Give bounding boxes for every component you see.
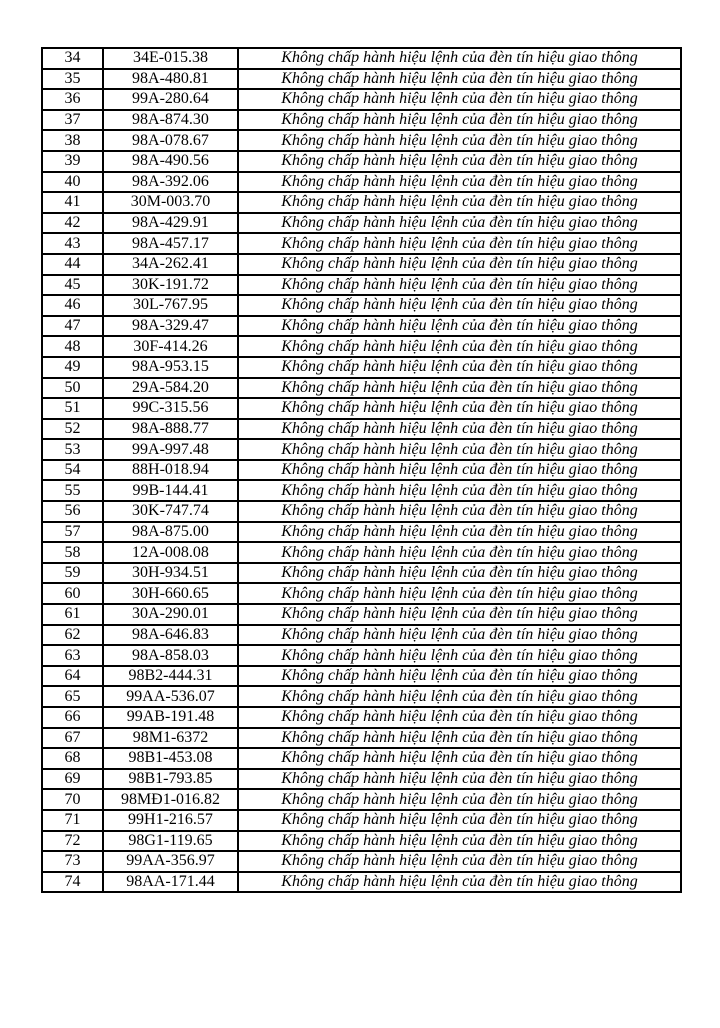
violation-cell: Không chấp hành hiệu lệnh của đèn tín hiệu giao thông	[238, 810, 681, 831]
table-row	[42, 872, 681, 893]
row-number-cell: 67	[42, 728, 103, 749]
table-row	[42, 439, 681, 460]
row-number-cell: 69	[42, 769, 103, 790]
row-number-cell: 65	[42, 686, 103, 707]
table-row	[42, 666, 681, 687]
row-number-cell: 60	[42, 583, 103, 604]
row-number-cell: 71	[42, 810, 103, 831]
plate-cell: 34E-015.38	[103, 48, 238, 69]
table-row	[42, 151, 681, 172]
row-number-cell: 44	[42, 254, 103, 275]
plate-cell: 30L-767.95	[103, 295, 238, 316]
violation-cell: Không chấp hành hiệu lệnh của đèn tín hiệu giao thông	[238, 563, 681, 584]
plate-cell: 88H-018.94	[103, 460, 238, 481]
violation-cell: Không chấp hành hiệu lệnh của đèn tín hiệu giao thông	[238, 316, 681, 337]
plate-cell: 34A-262.41	[103, 254, 238, 275]
row-number-cell: 53	[42, 439, 103, 460]
plate-cell: 30M-003.70	[103, 192, 238, 213]
violation-cell: Không chấp hành hiệu lệnh của đèn tín hiệu giao thông	[238, 110, 681, 131]
plate-cell: 30A-290.01	[103, 604, 238, 625]
row-number-cell: 48	[42, 336, 103, 357]
plate-cell: 29A-584.20	[103, 378, 238, 399]
plate-cell: 98M1-6372	[103, 728, 238, 749]
table-row	[42, 213, 681, 234]
plate-cell: 98A-329.47	[103, 316, 238, 337]
violation-cell: Không chấp hành hiệu lệnh của đèn tín hiệu giao thông	[238, 501, 681, 522]
table-row	[42, 789, 681, 810]
row-number-cell: 59	[42, 563, 103, 584]
table-row	[42, 645, 681, 666]
plate-cell: 30H-934.51	[103, 563, 238, 584]
plate-cell: 99AB-191.48	[103, 707, 238, 728]
row-number-cell: 36	[42, 89, 103, 110]
violation-cell: Không chấp hành hiệu lệnh của đèn tín hiệu giao thông	[238, 666, 681, 687]
table-row	[42, 769, 681, 790]
violation-cell: Không chấp hành hiệu lệnh của đèn tín hiệu giao thông	[238, 522, 681, 543]
table-row	[42, 316, 681, 337]
row-number-cell: 39	[42, 151, 103, 172]
violation-cell: Không chấp hành hiệu lệnh của đèn tín hiệu giao thông	[238, 89, 681, 110]
row-number-cell: 38	[42, 130, 103, 151]
row-number-cell: 61	[42, 604, 103, 625]
plate-cell: 98B1-453.08	[103, 748, 238, 769]
violation-cell: Không chấp hành hiệu lệnh của đèn tín hiệu giao thông	[238, 336, 681, 357]
plate-cell: 98B1-793.85	[103, 769, 238, 790]
table-row	[42, 563, 681, 584]
row-number-cell: 50	[42, 378, 103, 399]
table-row	[42, 130, 681, 151]
table-row	[42, 233, 681, 254]
violation-cell: Không chấp hành hiệu lệnh của đèn tín hiệu giao thông	[238, 542, 681, 563]
row-number-cell: 68	[42, 748, 103, 769]
plate-cell: 98A-429.91	[103, 213, 238, 234]
violation-cell: Không chấp hành hiệu lệnh của đèn tín hiệu giao thông	[238, 480, 681, 501]
plate-cell: 12A-008.08	[103, 542, 238, 563]
row-number-cell: 55	[42, 480, 103, 501]
violation-cell: Không chấp hành hiệu lệnh của đèn tín hiệu giao thông	[238, 769, 681, 790]
table-row	[42, 707, 681, 728]
table-row	[42, 851, 681, 872]
table-row	[42, 336, 681, 357]
row-number-cell: 42	[42, 213, 103, 234]
plate-cell: 99AA-536.07	[103, 686, 238, 707]
plate-cell: 98A-457.17	[103, 233, 238, 254]
plate-cell: 98A-646.83	[103, 625, 238, 646]
plate-cell: 99A-280.64	[103, 89, 238, 110]
plate-cell: 98G1-119.65	[103, 831, 238, 852]
table-row	[42, 480, 681, 501]
plate-cell: 98MĐ1-016.82	[103, 789, 238, 810]
violation-cell: Không chấp hành hiệu lệnh của đèn tín hiệu giao thông	[238, 48, 681, 69]
row-number-cell: 34	[42, 48, 103, 69]
plate-cell: 98A-888.77	[103, 419, 238, 440]
plate-cell: 99B-144.41	[103, 480, 238, 501]
row-number-cell: 49	[42, 357, 103, 378]
table-row	[42, 625, 681, 646]
plate-cell: 30K-747.74	[103, 501, 238, 522]
violation-cell: Không chấp hành hiệu lệnh của đèn tín hiệu giao thông	[238, 398, 681, 419]
violation-cell: Không chấp hành hiệu lệnh của đèn tín hiệu giao thông	[238, 213, 681, 234]
table-row	[42, 419, 681, 440]
violation-cell: Không chấp hành hiệu lệnh của đèn tín hiệu giao thông	[238, 851, 681, 872]
table-row	[42, 728, 681, 749]
row-number-cell: 62	[42, 625, 103, 646]
row-number-cell: 57	[42, 522, 103, 543]
row-number-cell: 51	[42, 398, 103, 419]
table-row	[42, 501, 681, 522]
table-row	[42, 810, 681, 831]
row-number-cell: 45	[42, 275, 103, 296]
plate-cell: 99C-315.56	[103, 398, 238, 419]
plate-cell: 98B2-444.31	[103, 666, 238, 687]
violation-cell: Không chấp hành hiệu lệnh của đèn tín hiệu giao thông	[238, 233, 681, 254]
plate-cell: 98AA-171.44	[103, 872, 238, 893]
table-row	[42, 275, 681, 296]
plate-cell: 98A-875.00	[103, 522, 238, 543]
violation-cell: Không chấp hành hiệu lệnh của đèn tín hiệu giao thông	[238, 192, 681, 213]
row-number-cell: 74	[42, 872, 103, 893]
plate-cell: 30F-414.26	[103, 336, 238, 357]
row-number-cell: 56	[42, 501, 103, 522]
table-row	[42, 686, 681, 707]
plate-cell: 98A-490.56	[103, 151, 238, 172]
violation-cell: Không chấp hành hiệu lệnh của đèn tín hiệu giao thông	[238, 789, 681, 810]
violation-cell: Không chấp hành hiệu lệnh của đèn tín hiệu giao thông	[238, 728, 681, 749]
table-row	[42, 357, 681, 378]
violation-cell: Không chấp hành hiệu lệnh của đèn tín hiệu giao thông	[238, 151, 681, 172]
row-number-cell: 46	[42, 295, 103, 316]
row-number-cell: 73	[42, 851, 103, 872]
row-number-cell: 47	[42, 316, 103, 337]
plate-cell: 98A-078.67	[103, 130, 238, 151]
table-row	[42, 48, 681, 69]
violation-cell: Không chấp hành hiệu lệnh của đèn tín hiệu giao thông	[238, 831, 681, 852]
plate-cell: 30H-660.65	[103, 583, 238, 604]
table-row	[42, 398, 681, 419]
row-number-cell: 72	[42, 831, 103, 852]
plate-cell: 98A-392.06	[103, 172, 238, 193]
row-number-cell: 63	[42, 645, 103, 666]
violation-cell: Không chấp hành hiệu lệnh của đèn tín hiệu giao thông	[238, 645, 681, 666]
row-number-cell: 54	[42, 460, 103, 481]
violation-cell: Không chấp hành hiệu lệnh của đèn tín hiệu giao thông	[238, 872, 681, 893]
violation-cell: Không chấp hành hiệu lệnh của đèn tín hiệu giao thông	[238, 686, 681, 707]
table-row	[42, 110, 681, 131]
table-row	[42, 378, 681, 399]
plate-cell: 30K-191.72	[103, 275, 238, 296]
plate-cell: 98A-953.15	[103, 357, 238, 378]
plate-cell: 98A-858.03	[103, 645, 238, 666]
violation-cell: Không chấp hành hiệu lệnh của đèn tín hiệu giao thông	[238, 295, 681, 316]
row-number-cell: 41	[42, 192, 103, 213]
violation-cell: Không chấp hành hiệu lệnh của đèn tín hiệu giao thông	[238, 357, 681, 378]
violations-table-body	[42, 48, 681, 892]
row-number-cell: 40	[42, 172, 103, 193]
table-row	[42, 748, 681, 769]
plate-cell: 99H1-216.57	[103, 810, 238, 831]
violation-cell: Không chấp hành hiệu lệnh của đèn tín hiệu giao thông	[238, 275, 681, 296]
table-row	[42, 295, 681, 316]
table-row	[42, 192, 681, 213]
table-row	[42, 172, 681, 193]
plate-cell: 99AA-356.97	[103, 851, 238, 872]
table-row	[42, 583, 681, 604]
violation-cell: Không chấp hành hiệu lệnh của đèn tín hiệu giao thông	[238, 130, 681, 151]
table-row	[42, 254, 681, 275]
violation-cell: Không chấp hành hiệu lệnh của đèn tín hiệu giao thông	[238, 378, 681, 399]
violation-cell: Không chấp hành hiệu lệnh của đèn tín hiệu giao thông	[238, 748, 681, 769]
table-row	[42, 522, 681, 543]
table-row	[42, 69, 681, 90]
plate-cell: 98A-874.30	[103, 110, 238, 131]
violation-cell: Không chấp hành hiệu lệnh của đèn tín hiệu giao thông	[238, 69, 681, 90]
plate-cell: 99A-997.48	[103, 439, 238, 460]
violation-cell: Không chấp hành hiệu lệnh của đèn tín hiệu giao thông	[238, 419, 681, 440]
violation-cell: Không chấp hành hiệu lệnh của đèn tín hiệu giao thông	[238, 707, 681, 728]
violation-cell: Không chấp hành hiệu lệnh của đèn tín hiệu giao thông	[238, 460, 681, 481]
table-row	[42, 89, 681, 110]
row-number-cell: 43	[42, 233, 103, 254]
violation-cell: Không chấp hành hiệu lệnh của đèn tín hiệu giao thông	[238, 172, 681, 193]
row-number-cell: 66	[42, 707, 103, 728]
violation-cell: Không chấp hành hiệu lệnh của đèn tín hiệu giao thông	[238, 604, 681, 625]
violation-cell: Không chấp hành hiệu lệnh của đèn tín hiệu giao thông	[238, 254, 681, 275]
row-number-cell: 35	[42, 69, 103, 90]
table-row	[42, 542, 681, 563]
plate-cell: 98A-480.81	[103, 69, 238, 90]
table-row	[42, 604, 681, 625]
row-number-cell: 52	[42, 419, 103, 440]
table-row	[42, 460, 681, 481]
row-number-cell: 70	[42, 789, 103, 810]
violation-cell: Không chấp hành hiệu lệnh của đèn tín hiệu giao thông	[238, 625, 681, 646]
violation-cell: Không chấp hành hiệu lệnh của đèn tín hiệu giao thông	[238, 583, 681, 604]
row-number-cell: 58	[42, 542, 103, 563]
table-row	[42, 831, 681, 852]
row-number-cell: 37	[42, 110, 103, 131]
violation-cell: Không chấp hành hiệu lệnh của đèn tín hiệu giao thông	[238, 439, 681, 460]
row-number-cell: 64	[42, 666, 103, 687]
violations-table	[41, 47, 682, 893]
